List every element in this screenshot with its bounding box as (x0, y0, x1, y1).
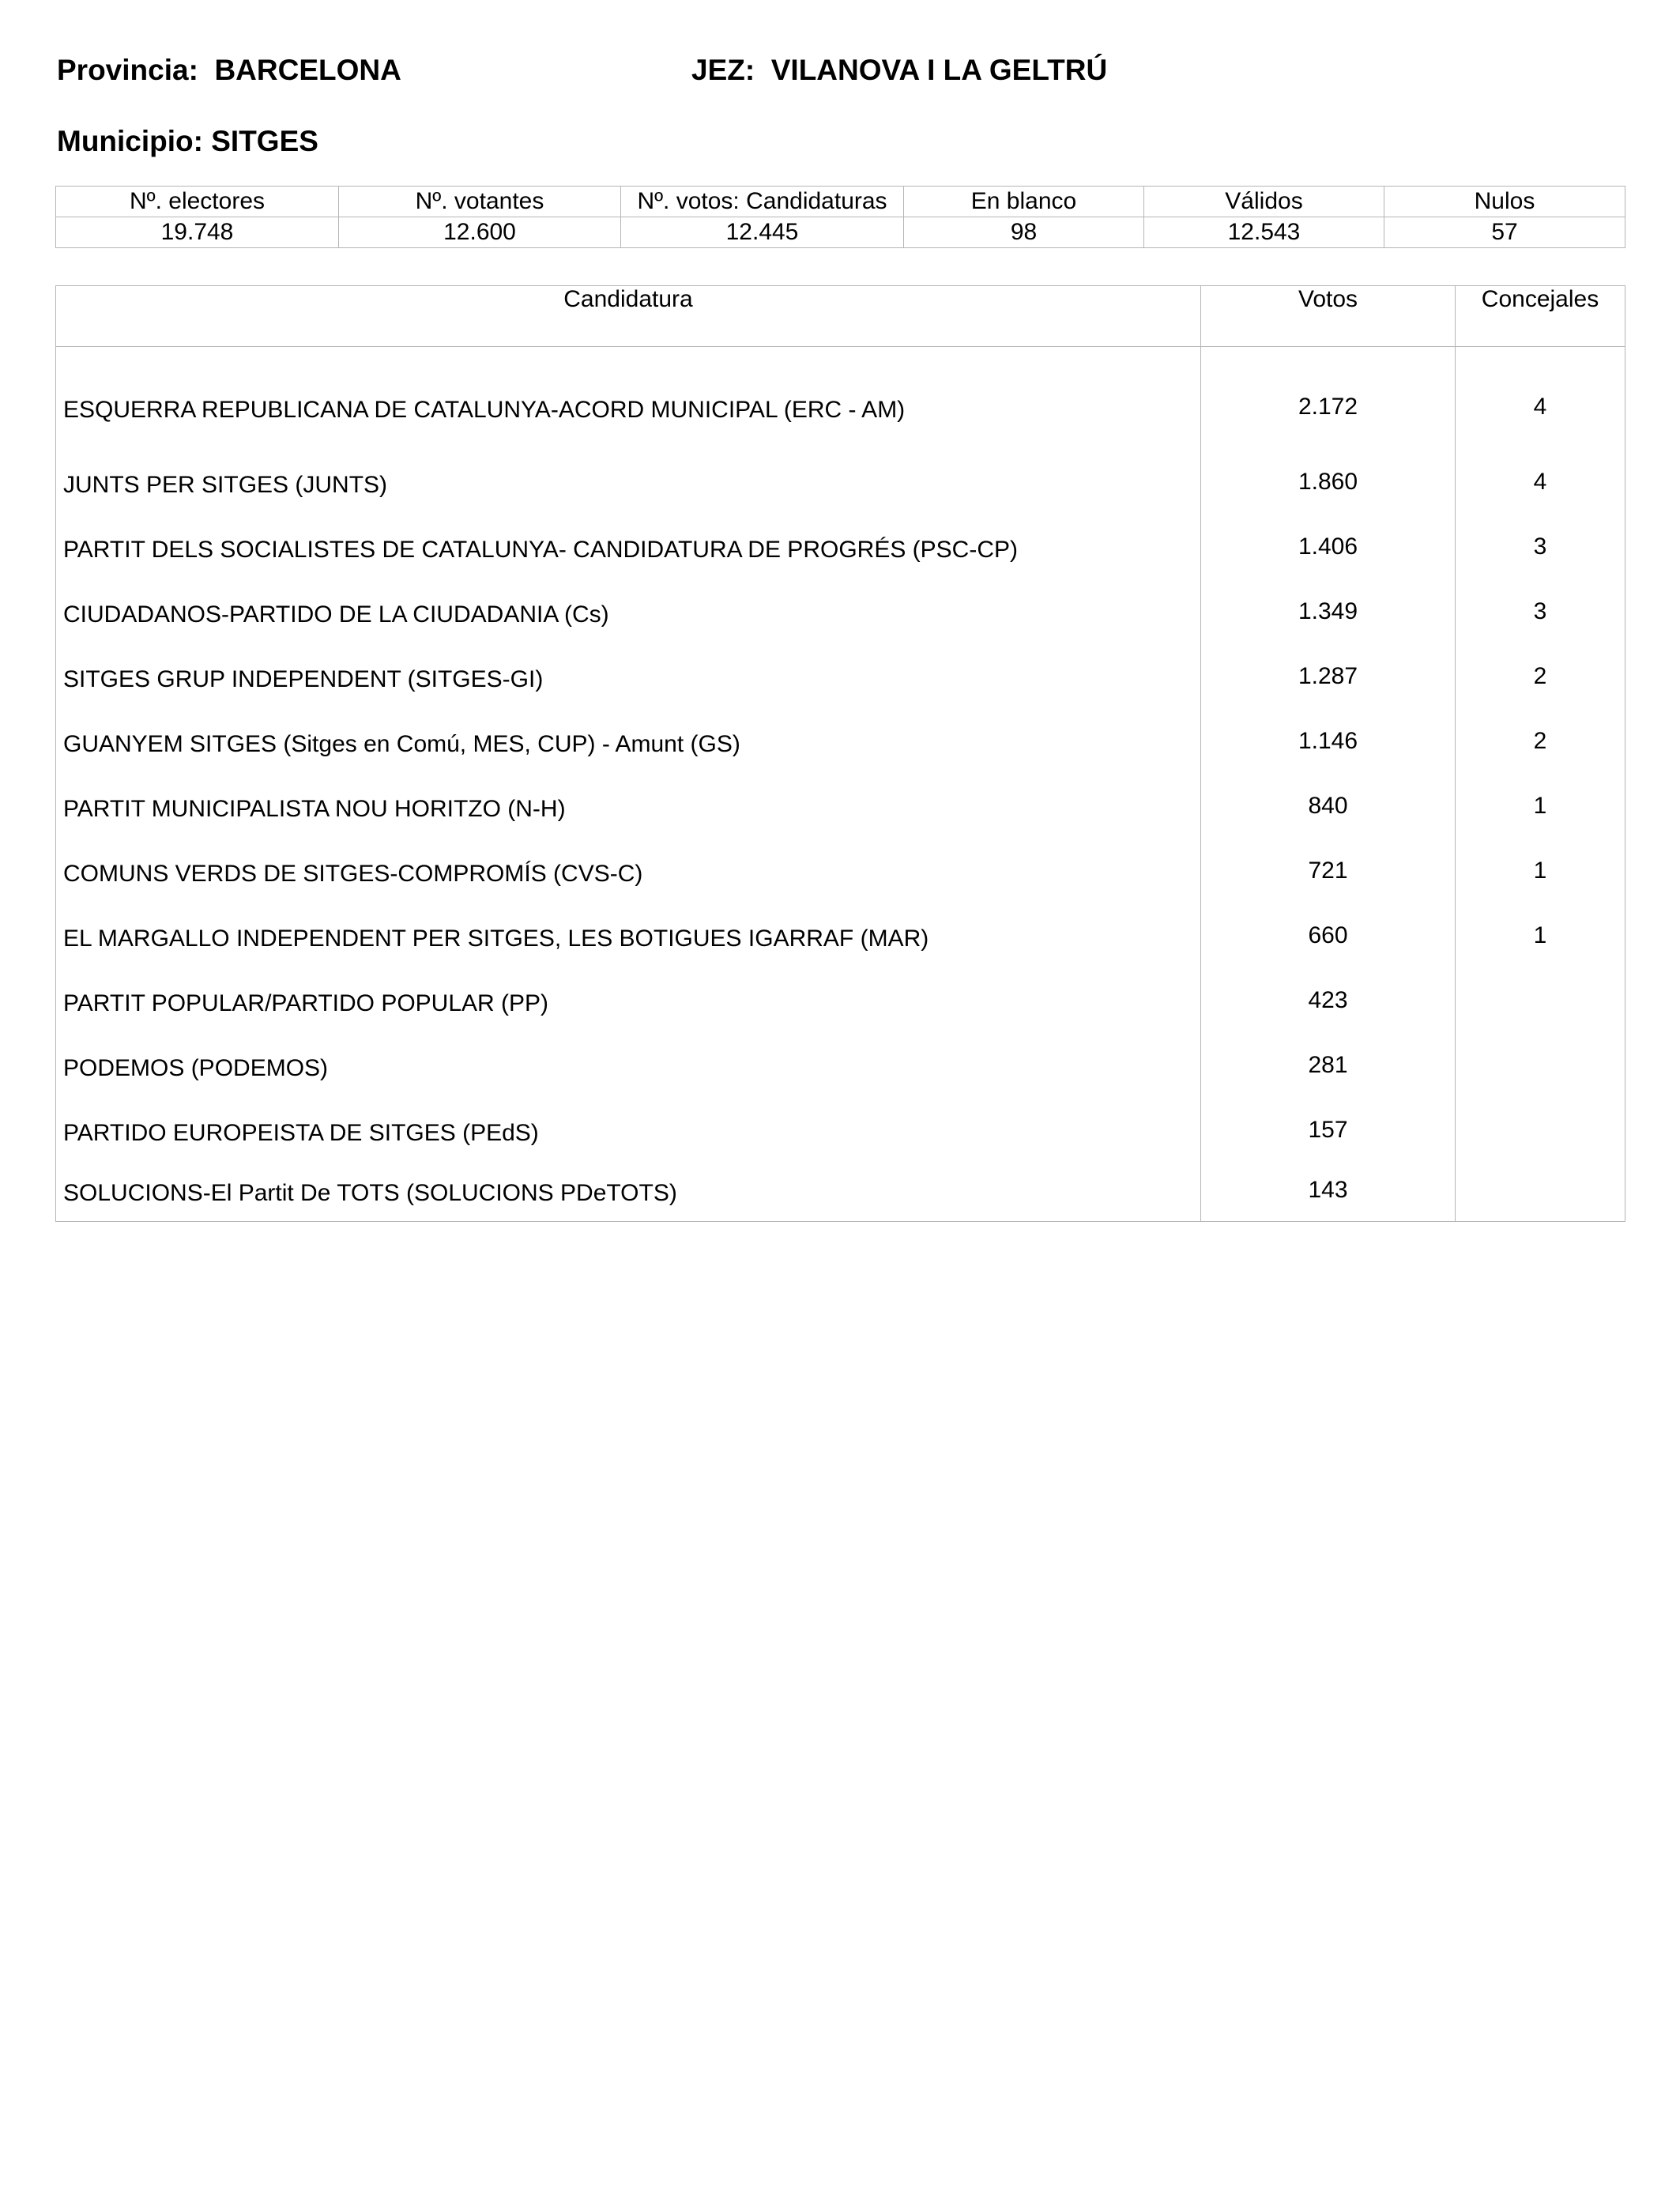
summary-header-electores: Nº. electores (56, 187, 339, 217)
candidature-votes (1201, 518, 1456, 582)
votes-value: 157 (1308, 1117, 1348, 1143)
votes-value: 721 (1308, 858, 1348, 884)
table-row (56, 1166, 1625, 1222)
column-header-concejales: Concejales (1456, 286, 1625, 347)
table-row (56, 1101, 1625, 1166)
candidature-votes (1201, 1101, 1456, 1166)
column-header-votos: Votos (1201, 286, 1456, 347)
provincia-heading: Provincia: BARCELONA (57, 54, 401, 86)
table-row (56, 347, 1625, 454)
votes-value: 1.287 (1298, 663, 1358, 689)
candidature-name: COMUNS VERDS DE SITGES-COMPROMÍS (CVS-C) (56, 842, 1201, 907)
candidature-votes (1201, 582, 1456, 647)
votes-value: 840 (1308, 793, 1348, 819)
summary-header-validos: Válidos (1144, 187, 1384, 217)
seats-value: 1 (1533, 858, 1547, 884)
candidature-name: PODEMOS (PODEMOS) (56, 1036, 1201, 1101)
seats-value: 4 (1533, 469, 1547, 495)
table-row (56, 582, 1625, 647)
votes-value: 281 (1308, 1052, 1348, 1078)
candidature-votes (1201, 1166, 1456, 1222)
results-header-row (56, 286, 1625, 347)
table-row (56, 777, 1625, 842)
summary-header-nulos: Nulos (1384, 187, 1625, 217)
summary-value-votantes: 12.600 (339, 217, 621, 248)
votes-value: 2.172 (1298, 394, 1358, 420)
candidature-votes (1201, 712, 1456, 777)
candidature-seats (1456, 582, 1625, 647)
summary-header-en-blanco: En blanco (904, 187, 1144, 217)
candidature-seats (1456, 842, 1625, 907)
table-row (56, 453, 1625, 518)
seats-value: 1 (1533, 922, 1547, 948)
municipio-heading: Municipio: SITGES (57, 125, 318, 157)
candidature-votes (1201, 647, 1456, 712)
votes-value: 143 (1308, 1177, 1348, 1203)
candidature-name: JUNTS PER SITGES (JUNTS) (56, 453, 1201, 518)
candidature-seats (1456, 907, 1625, 971)
table-row (56, 647, 1625, 712)
summary-value-en-blanco: 98 (904, 217, 1144, 248)
summary-value-nulos: 57 (1384, 217, 1625, 248)
candidature-name: CIUDADANOS-PARTIDO DE LA CIUDADANIA (Cs) (56, 582, 1201, 647)
seats-value: 2 (1533, 728, 1547, 754)
candidature-seats (1456, 1036, 1625, 1101)
table-row (56, 1036, 1625, 1101)
summary-value-electores: 19.748 (56, 217, 339, 248)
seats-value: 3 (1533, 533, 1547, 560)
candidature-votes (1201, 777, 1456, 842)
candidature-seats (1456, 1166, 1625, 1222)
summary-value-votos-candidaturas: 12.445 (621, 217, 904, 248)
seats-value: 1 (1533, 793, 1547, 819)
candidature-votes (1201, 1036, 1456, 1101)
summary-header-votantes: Nº. votantes (339, 187, 621, 217)
table-row (56, 971, 1625, 1036)
candidature-seats (1456, 1101, 1625, 1166)
candidature-name: PARTIDO EUROPEISTA DE SITGES (PEdS) (56, 1101, 1201, 1166)
candidature-name: EL MARGALLO INDEPENDENT PER SITGES, LES BOTIGUES IGARRAF (MAR) (56, 907, 1201, 971)
candidature-votes (1201, 842, 1456, 907)
candidature-seats (1456, 347, 1625, 454)
seats-value: 3 (1533, 598, 1547, 624)
candidature-seats (1456, 712, 1625, 777)
votes-value: 1.146 (1298, 728, 1358, 754)
summary-value-validos: 12.543 (1144, 217, 1384, 248)
table-row (56, 518, 1625, 582)
seats-value: 4 (1533, 394, 1547, 420)
summary-header-row (56, 187, 1625, 217)
candidature-name: SITGES GRUP INDEPENDENT (SITGES-GI) (56, 647, 1201, 712)
candidature-seats (1456, 453, 1625, 518)
candidature-votes (1201, 907, 1456, 971)
candidature-votes (1201, 347, 1456, 454)
candidature-name: PARTIT POPULAR/PARTIDO POPULAR (PP) (56, 971, 1201, 1036)
candidature-name: PARTIT DELS SOCIALISTES DE CATALUNYA- CANDIDATURA DE PROGRÉS (PSC-CP) (56, 518, 1201, 582)
candidature-votes (1201, 453, 1456, 518)
candidature-seats (1456, 971, 1625, 1036)
votes-value: 660 (1308, 922, 1348, 948)
candidature-seats (1456, 518, 1625, 582)
table-row (56, 907, 1625, 971)
table-row (56, 842, 1625, 907)
candidature-name: GUANYEM SITGES (Sitges en Comú, MES, CUP) - Amunt (GS) (56, 712, 1201, 777)
candidature-name: PARTIT MUNICIPALISTA NOU HORITZO (N-H) (56, 777, 1201, 842)
votes-value: 1.860 (1298, 469, 1358, 495)
candidature-name: ESQUERRA REPUBLICANA DE CATALUNYA-ACORD MUNICIPAL (ERC - AM) (56, 347, 1201, 454)
votes-value: 1.349 (1298, 598, 1358, 624)
table-row (56, 712, 1625, 777)
summary-value-row (56, 217, 1625, 248)
jez-heading: JEZ: VILANOVA I LA GELTRÚ (691, 54, 1108, 86)
votes-value: 423 (1308, 987, 1348, 1013)
seats-value: 2 (1533, 663, 1547, 689)
candidature-name: SOLUCIONS-El Partit De TOTS (SOLUCIONS PDeTOTS) (56, 1166, 1201, 1222)
candidature-votes (1201, 971, 1456, 1036)
candidature-seats (1456, 777, 1625, 842)
summary-header-votos-candidaturas: Nº. votos: Candidaturas (621, 187, 904, 217)
summary-table (55, 186, 1625, 248)
candidature-seats (1456, 647, 1625, 712)
column-header-candidatura: Candidatura (56, 286, 1201, 347)
results-table (55, 285, 1625, 1222)
votes-value: 1.406 (1298, 533, 1358, 560)
